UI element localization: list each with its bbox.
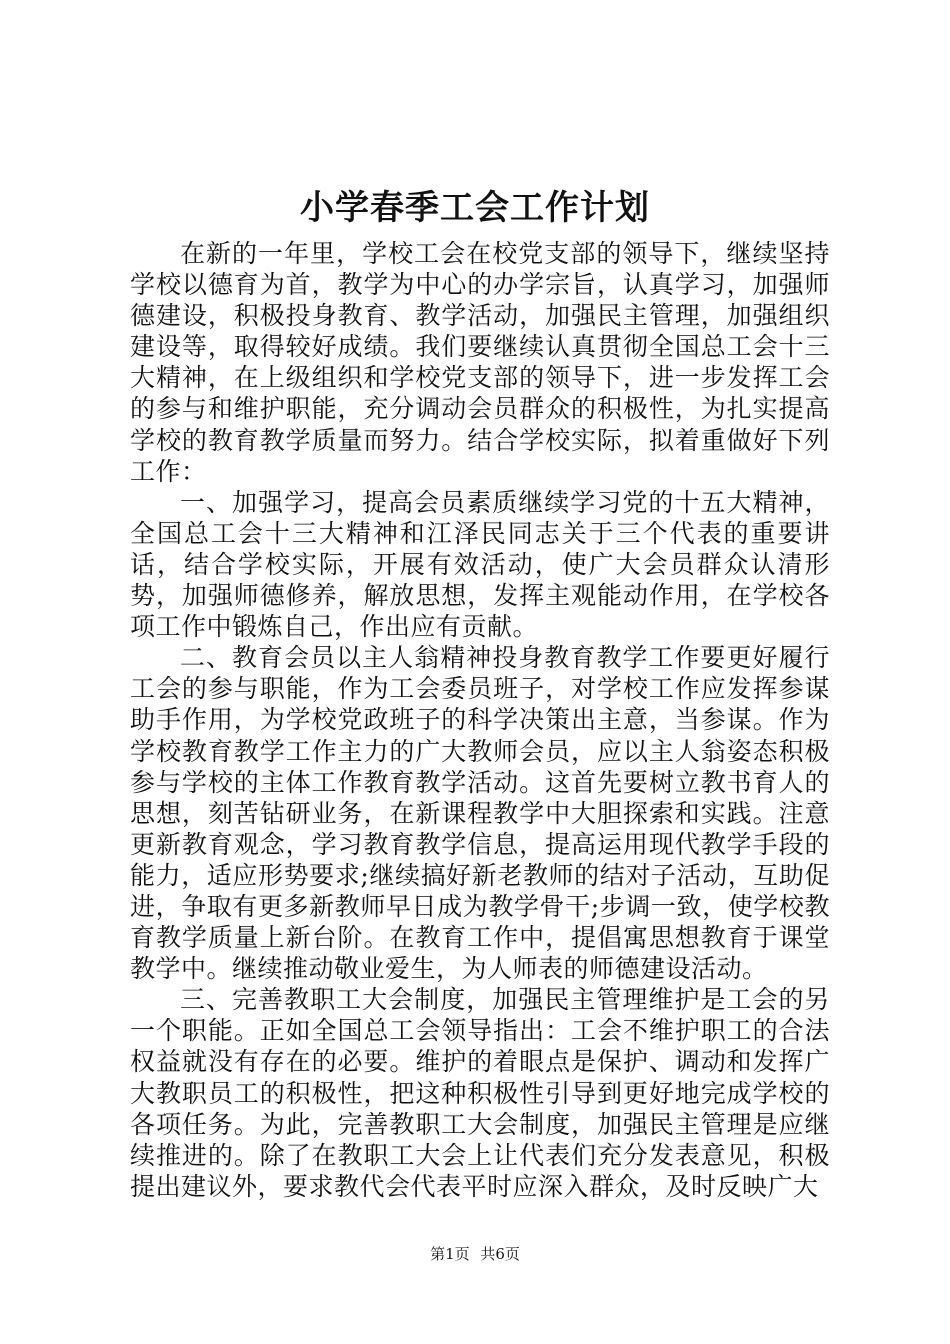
paragraph-section-2: 二、教育会员以主人翁精神投身教育教学工作要更好履行工会的参与职能，作为工会委员班子，对学校工作应发挥参谋助手作用，为学校党政班子的科学决策出主意，当参谋。作为学校教育教学工作主力的广大教师会员，应以主人翁姿态积极参与学校的主体工作教育教学活动。这首先要树立教书育人的思想，刻苦钻研业务，在新课程教学中大胆探索和实践。注意更新教育观念，学习教育教学信息，提高运用现代教学手段的能力，适应形势要求;继续搞好新老教师的结对子活动，互助促进，争取有更多新教师早日成为教学骨干;步调一致，使学校教育教学质量上新台阶。在教育工作中，提倡寓思想教育于课堂教学中。继续推动敬业爱生，为人师表的师德建设活动。 <box>130 643 830 984</box>
page-footer <box>0 1244 950 1264</box>
paragraph-section-3: 三、完善教职工大会制度，加强民主管理维护是工会的另一个职能。正如全国总工会领导指出：工会不维护职工的合法权益就没有存在的必要。维护的着眼点是保护、调动和发挥广大教职员工的积极性，把这种积极性引导到更好地完成学校的各项任务。为此，完善教职工大会制度，加强民主管理是应继续推进的。除了在教职工大会上让代表们充分发表意见，积极提出建议外，要求教代会代表平时应深入群众，及时反映广大 <box>130 985 830 1201</box>
paragraph-section-1: 一、加强学习，提高会员素质继续学习党的十五大精神，全国总工会十三大精神和江泽民同志关于三个代表的重要讲话，结合学校实际，开展有效活动，使广大会员群众认清形势，加强师德修养，解放思想，发挥主观能动作用，在学校各项工作中锻炼自己，作出应有贡献。 <box>130 487 830 642</box>
document-title: 小学春季工会工作计划 <box>300 188 650 228</box>
page-number-current: 第1页 <box>430 1245 470 1263</box>
paragraph-intro: 在新的一年里，学校工会在校党支部的领导下，继续坚持学校以德育为首，教学为中心的办学宗旨，认真学习，加强师德建设，积极投身教育、教学活动，加强民主管理，加强组织建设等，取得较好成绩。我们要继续认真贯彻全国总工会十三大精神，在上级组织和学校党支部的领导下，进一步发挥工会的参与和维护职能，充分调动会员群众的积极性，为扎实提高学校的教育教学质量而努力。结合学校实际，拟着重做好下列工作： <box>130 239 830 486</box>
page-number-total: 共6页 <box>480 1245 520 1263</box>
document-body <box>130 238 830 1202</box>
